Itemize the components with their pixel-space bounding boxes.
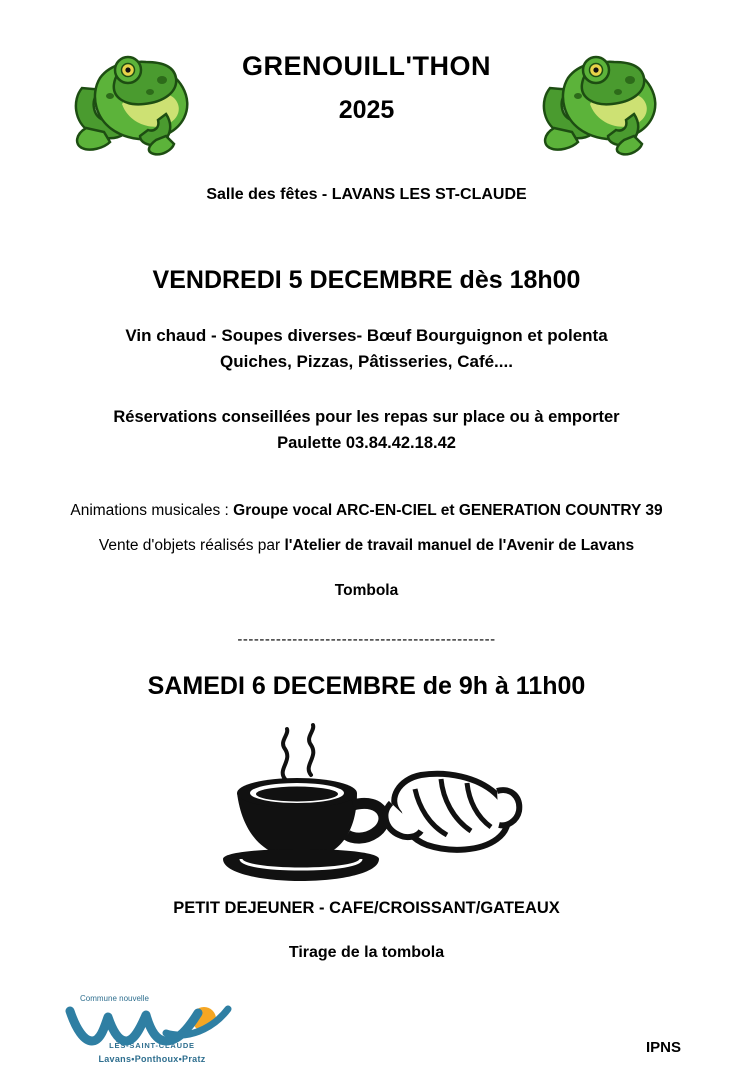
logo-wordmark	[62, 1003, 242, 1045]
logo-villages: Lavans•Ponthoux•Pratz	[98, 1054, 206, 1064]
friday-heading: VENDREDI 5 DECEMBRE dès 18h00	[152, 266, 581, 294]
commune-logo	[62, 994, 242, 1064]
sale-value: l'Atelier de travail manuel de l'Avenir de Lavans	[284, 537, 635, 555]
animation-label: Animations musicales :	[70, 502, 234, 520]
tirage-text: Tirage de la tombola	[288, 944, 445, 962]
section-divider: -----------------------------------------------	[237, 631, 496, 649]
poster-header	[0, 0, 733, 180]
reservation-contact: Paulette 03.84.42.18.42	[277, 434, 456, 453]
croissant-icon	[385, 774, 519, 850]
menu-line-1: Vin chaud - Soupes diverses- Bœuf Bourguignon et polenta	[125, 326, 608, 345]
tombola-line: Tombola	[334, 582, 399, 600]
animation-line	[0, 494, 733, 529]
page-year: 2025	[338, 95, 395, 124]
reservation-line-1: Réservations conseillées pour les repas sur place ou à emporter	[113, 407, 620, 426]
poster-footer	[0, 964, 733, 1074]
reservation-block	[0, 404, 733, 457]
menu-line-2: Quiches, Pizzas, Pâtisseries, Café....	[220, 352, 513, 372]
venue-line: Salle des fêtes - LAVANS LES ST-CLAUDE	[206, 186, 527, 203]
breakfast-illustration	[0, 717, 733, 887]
animation-value: Groupe vocal ARC-EN-CIEL et GENERATION COUNTRY 39	[233, 502, 663, 520]
saturday-heading: SAMEDI 6 DECEMBRE de 9h à 11h00	[147, 672, 586, 701]
coffee-cup-icon	[223, 778, 384, 881]
page-title: GRENOUILL'THON	[242, 51, 491, 81]
sale-label: Vente d'objets réalisés par	[98, 537, 285, 555]
sale-line	[0, 529, 733, 564]
friday-menu	[0, 323, 733, 376]
breakfast-text: PETIT DEJEUNER - CAFE/CROISSANT/GATEAUX	[173, 899, 560, 918]
poster-title-block	[0, 50, 733, 125]
ipns-note: IPNS	[645, 1039, 681, 1056]
logo-top-text: Commune nouvelle	[80, 994, 149, 1003]
animations-block	[0, 494, 733, 609]
logo-subtitle: LÈS-SAINT-CLAUDE	[109, 1041, 195, 1050]
